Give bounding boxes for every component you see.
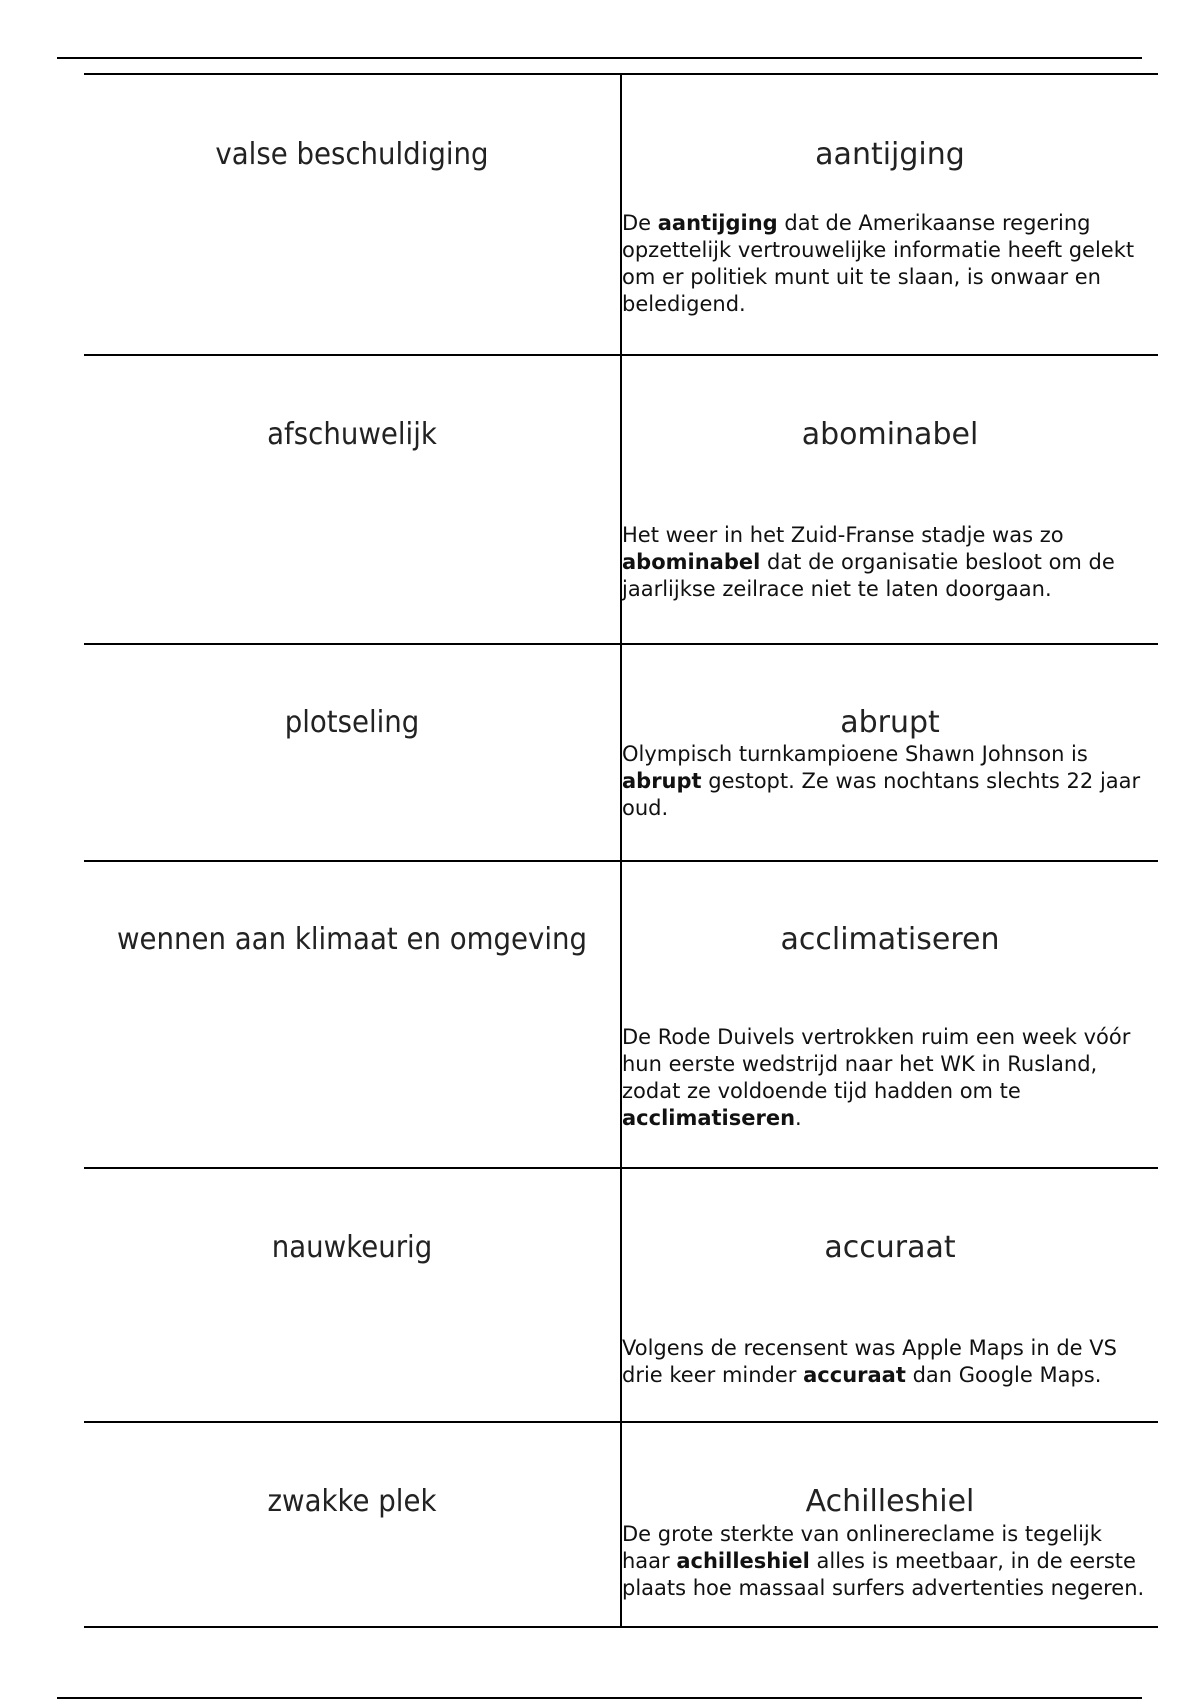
term-text: abominabel — [801, 417, 979, 452]
definition-cell — [84, 356, 622, 643]
definition-text: zwakke plek — [267, 1484, 437, 1519]
example-text-run: Het weer in het Zuid-Franse stadje was zo — [622, 523, 1064, 547]
term-text: aantijging — [815, 137, 965, 172]
example-sentence — [622, 210, 1152, 318]
definition-cell — [84, 1169, 622, 1421]
definition-text: nauwkeurig — [271, 1230, 433, 1265]
example-sentence — [622, 522, 1152, 603]
bottom-rule — [57, 1697, 1142, 1699]
term-cell — [622, 1169, 1158, 1421]
example-keyword: acclimatiseren — [622, 1106, 796, 1130]
example-keyword: abominabel — [622, 550, 761, 574]
definition-cell — [84, 862, 622, 1167]
card-row — [84, 862, 1158, 1169]
example-sentence — [622, 1521, 1152, 1602]
definition-text: afschuwelijk — [267, 417, 437, 452]
example-keyword: aantijging — [657, 211, 778, 235]
example-text-run: De Rode Duivels vertrokken ruim een week vóór hun eerste wedstrijd naar het WK in Rusland, zodat ze voldoende tijd hadden om te — [622, 1025, 1131, 1103]
example-text-run: dat de Amerikaanse regering opzettelijk vertrouwelijke informatie heeft gelekt om er politiek munt uit te slaan, is onwaar en beledigend. — [622, 211, 1135, 316]
term-cell — [622, 862, 1158, 1167]
term-text: abrupt — [840, 705, 940, 740]
definition-cell — [84, 1423, 622, 1626]
example-text-run: Volgens de recensent was Apple Maps in de VS drie keer minder — [622, 1336, 1117, 1387]
term-text: Achilleshiel — [805, 1484, 975, 1519]
card-row — [84, 75, 1158, 356]
example-sentence — [622, 1335, 1152, 1389]
example-text-run: Olympisch turnkampioene Shawn Johnson is — [622, 742, 1088, 766]
example-keyword: abrupt — [622, 769, 702, 793]
flashcard-table — [84, 73, 1158, 1628]
card-row — [84, 1169, 1158, 1423]
definition-cell — [84, 75, 622, 354]
example-text-run: dat de organisatie besloot om de jaarlijkse zeilrace niet te laten doorgaan. — [622, 550, 1115, 601]
example-text-run: De — [622, 211, 658, 235]
example-sentence — [622, 1024, 1152, 1132]
card-row — [84, 1423, 1158, 1628]
term-text: acclimatiseren — [780, 922, 1000, 957]
definition-text: plotseling — [284, 705, 420, 740]
term-cell — [622, 1423, 1158, 1626]
example-text-run: gestopt. Ze was nochtans slechts 22 jaar oud. — [622, 769, 1141, 820]
term-cell — [622, 356, 1158, 643]
example-text-run: dan Google Maps. — [905, 1363, 1102, 1387]
example-keyword: achilleshiel — [676, 1549, 810, 1573]
top-rule — [57, 57, 1142, 59]
card-row — [84, 356, 1158, 645]
term-text: accuraat — [824, 1230, 956, 1265]
example-text-run: . — [795, 1106, 802, 1130]
definition-text: valse beschuldiging — [215, 137, 489, 172]
example-keyword: accuraat — [803, 1363, 906, 1387]
example-text-run: De grote sterkte van onlinereclame is tegelijk haar — [622, 1522, 1102, 1573]
term-cell — [622, 75, 1158, 354]
card-row — [84, 645, 1158, 862]
definition-text: wennen aan klimaat en omgeving — [116, 922, 588, 957]
example-text-run: alles is meetbaar, in de eerste plaats hoe massaal surfers advertenties negeren. — [622, 1549, 1145, 1600]
definition-cell — [84, 645, 622, 860]
example-sentence — [622, 741, 1152, 822]
term-cell — [622, 645, 1158, 860]
